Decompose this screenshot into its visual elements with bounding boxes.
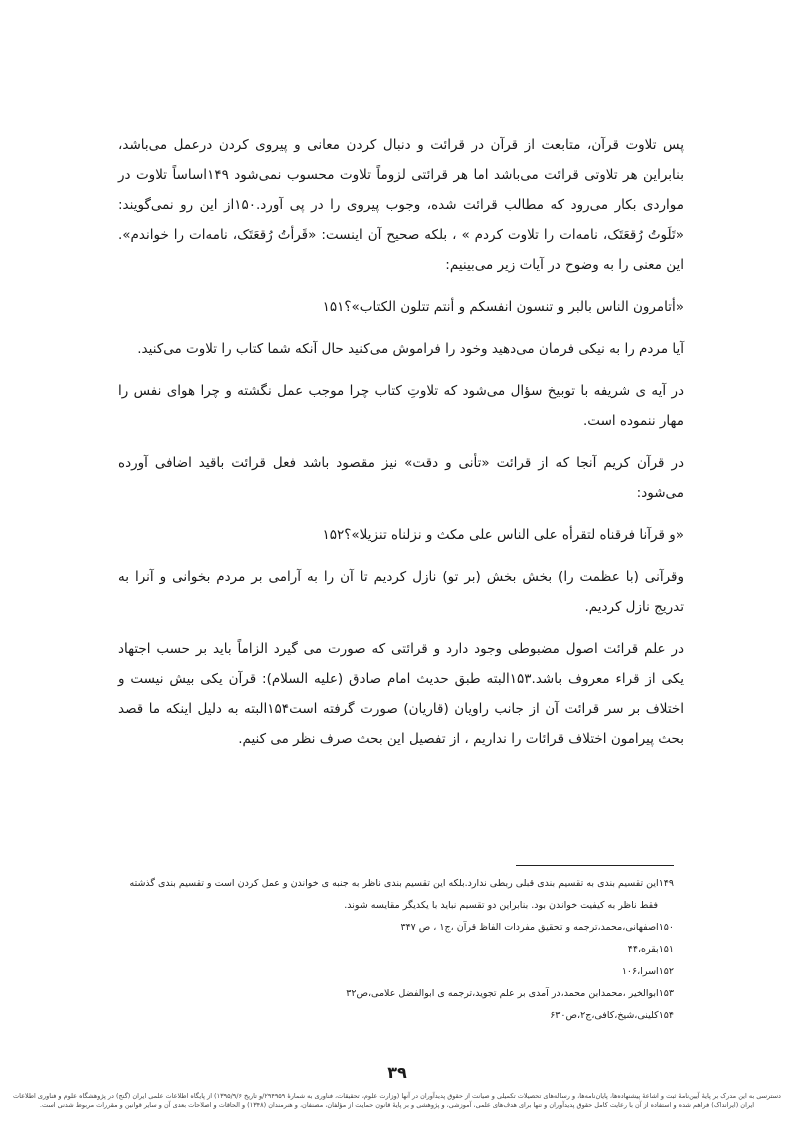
verse-translation-baqarah: آیا مردم را به نیکی فرمان می‌دهید وخود را فراموش می‌کنید حال آنکه شما کتاب را تلاوت می‌کنید. xyxy=(137,341,684,357)
copyright-notice: دسترسی به این مدرک بر پایهٔ آیین‌نامهٔ ثبت و اشاعهٔ پیشنهاده‌ها، پایان‌نامه‌ها، و رساله‌های تحصیلات تکمیلی و صیانت از حقوق پدیدآوران در آنها (وزارت علوم، تحقیقات، فناوری به شمارهٔ ۲۹۴۹۵۹/و تاریخ ۱۳۹۵/۹/۶) از پایگاه اطلاعات علمی ایران (گنج) در پژوهشگاه علوم و فناوری اطلاعات ایران (ایرانداک) فراهم شده و استفاده از آن با رعایت کامل حقوق پدیدآوران و تنها برای هدف‌های علمی، آموزشی، و پژوهشی و بر پایهٔ قانون حمایت از مؤلفان، مصنفان، و هنرمندان (۱۳۴۸) و الحاقات و اصلاحات بعدی آن و سایر قوانین و مقررات مربوط شدنی است. xyxy=(13,1092,781,1109)
footnote-151: ۱۵۱بقره،۴۴ xyxy=(627,944,674,955)
footnote-153: ۱۵۳ابوالخیر ،محمدابن محمد،در آمدی بر علم تجوید،ترجمه ی ابوالفضل علامی،ص۳۲ xyxy=(346,988,674,999)
quran-verse-isra: «و قرآنا فرقناه لتقرأه علی الناس علی مکث و نزلناه تنزیلا»؟۱۵۲ xyxy=(322,527,684,543)
footnote-149-continued: فقط ناظر به کیفیت خواندن بود. بنابراین دو تقسیم نباید با یکدیگر مقایسه شوند. xyxy=(344,900,658,911)
footnotes xyxy=(118,865,674,1027)
footnote-149: ۱۴۹این تقسیم بندی به تقسیم بندی قبلی ربطی ندارد.بلکه این تقسیم بندی ناظر به جنبه ی خواندن و عمل کردن است و تقسیم بندی گذشته xyxy=(129,878,674,889)
paragraph-verse-explanation: در آیه ی شریفه با توبیخ سؤال می‌شود که تلاوتِ کتاب چرا موجب عمل نگشته و چرا هوای نفس را مهار ننموده است. xyxy=(118,383,684,429)
footnote-152: ۱۵۲اسرا،۱۰۶ xyxy=(621,966,674,977)
paragraph-qiraat-note: در قرآن کریم آنجا که از قرائت «تأنی و دقت» نیز مقصود باشد فعل قرائت باقید اضافی آورده می‌شود: xyxy=(118,455,684,501)
main-text xyxy=(118,130,684,754)
page-number: ۳۹ xyxy=(387,1063,407,1082)
quran-verse-baqarah: «أتامرون الناس بالبر و تنسون انفسکم و أنتم تتلون الکتاب»؟۱۵۱ xyxy=(322,299,684,315)
footnote-154: ۱۵۴کلینی،شیخ،کافی،ج۲،ص۶۳۰ xyxy=(550,1010,674,1021)
verse-translation-isra: وقرآنی (با عظمت را) بخش بخش (بر تو) نازل کردیم تا آن را به آرامی بر مردم بخوانی و آنرا به تدریج نازل کردیم. xyxy=(118,569,684,615)
footnote-150: ۱۵۰اصفهانی،محمد،ترجمه و تحقیق مفردات الفاظ قرآن ،ج۱ ، ص ۳۴۷ xyxy=(400,922,674,933)
paragraph-qiraat-science: در علم قرائت اصول مضبوطی وجود دارد و قرائتی که صورت می گیرد الزاماً باید بر حسب اجتهاد یکی از قراء معروف باشد.۱۵۳البته طبق حدیث امام صادق (علیه السلام): قرآن یکی بیش نیست و اختلاف بر سر قرائت آن از جانب راویان (قاریان) صورت گرفته است۱۵۴البته به دلیل اینکه ما قصد بحث پیرامون اختلاف قرائات را نداریم ، از تفصیل این بحث صرف نظر می کنیم. xyxy=(118,641,684,747)
paragraph-tilawat-definition: پس تلاوت قرآن، متابعت از قرآن در قرائت و دنبال کردن معانی و پیروی کردن درعمل می‌باشد، بنابراین هر تلاوتی قرائت می‌باشد اما هر قرائتی لزوماً تلاوت محسوب نمی‌شود ۱۴۹اساساً تلاوت در مواردی بکار می‌رود که مطالب قرائت شده، وجوب پیروی را در پی آورد.۱۵۰از این رو نمی‌گویند: «تَلَوتُ رُقعَتَک، نامه‌ات را تلاوت کردم » ، بلکه صحیح آن اینست: «قَرأتُ رُقعَتَک، نامه‌ات را خواندم». این معنی را به وضوح در آیات زیر می‌بینیم: xyxy=(118,137,684,273)
footnote-separator xyxy=(516,865,674,866)
